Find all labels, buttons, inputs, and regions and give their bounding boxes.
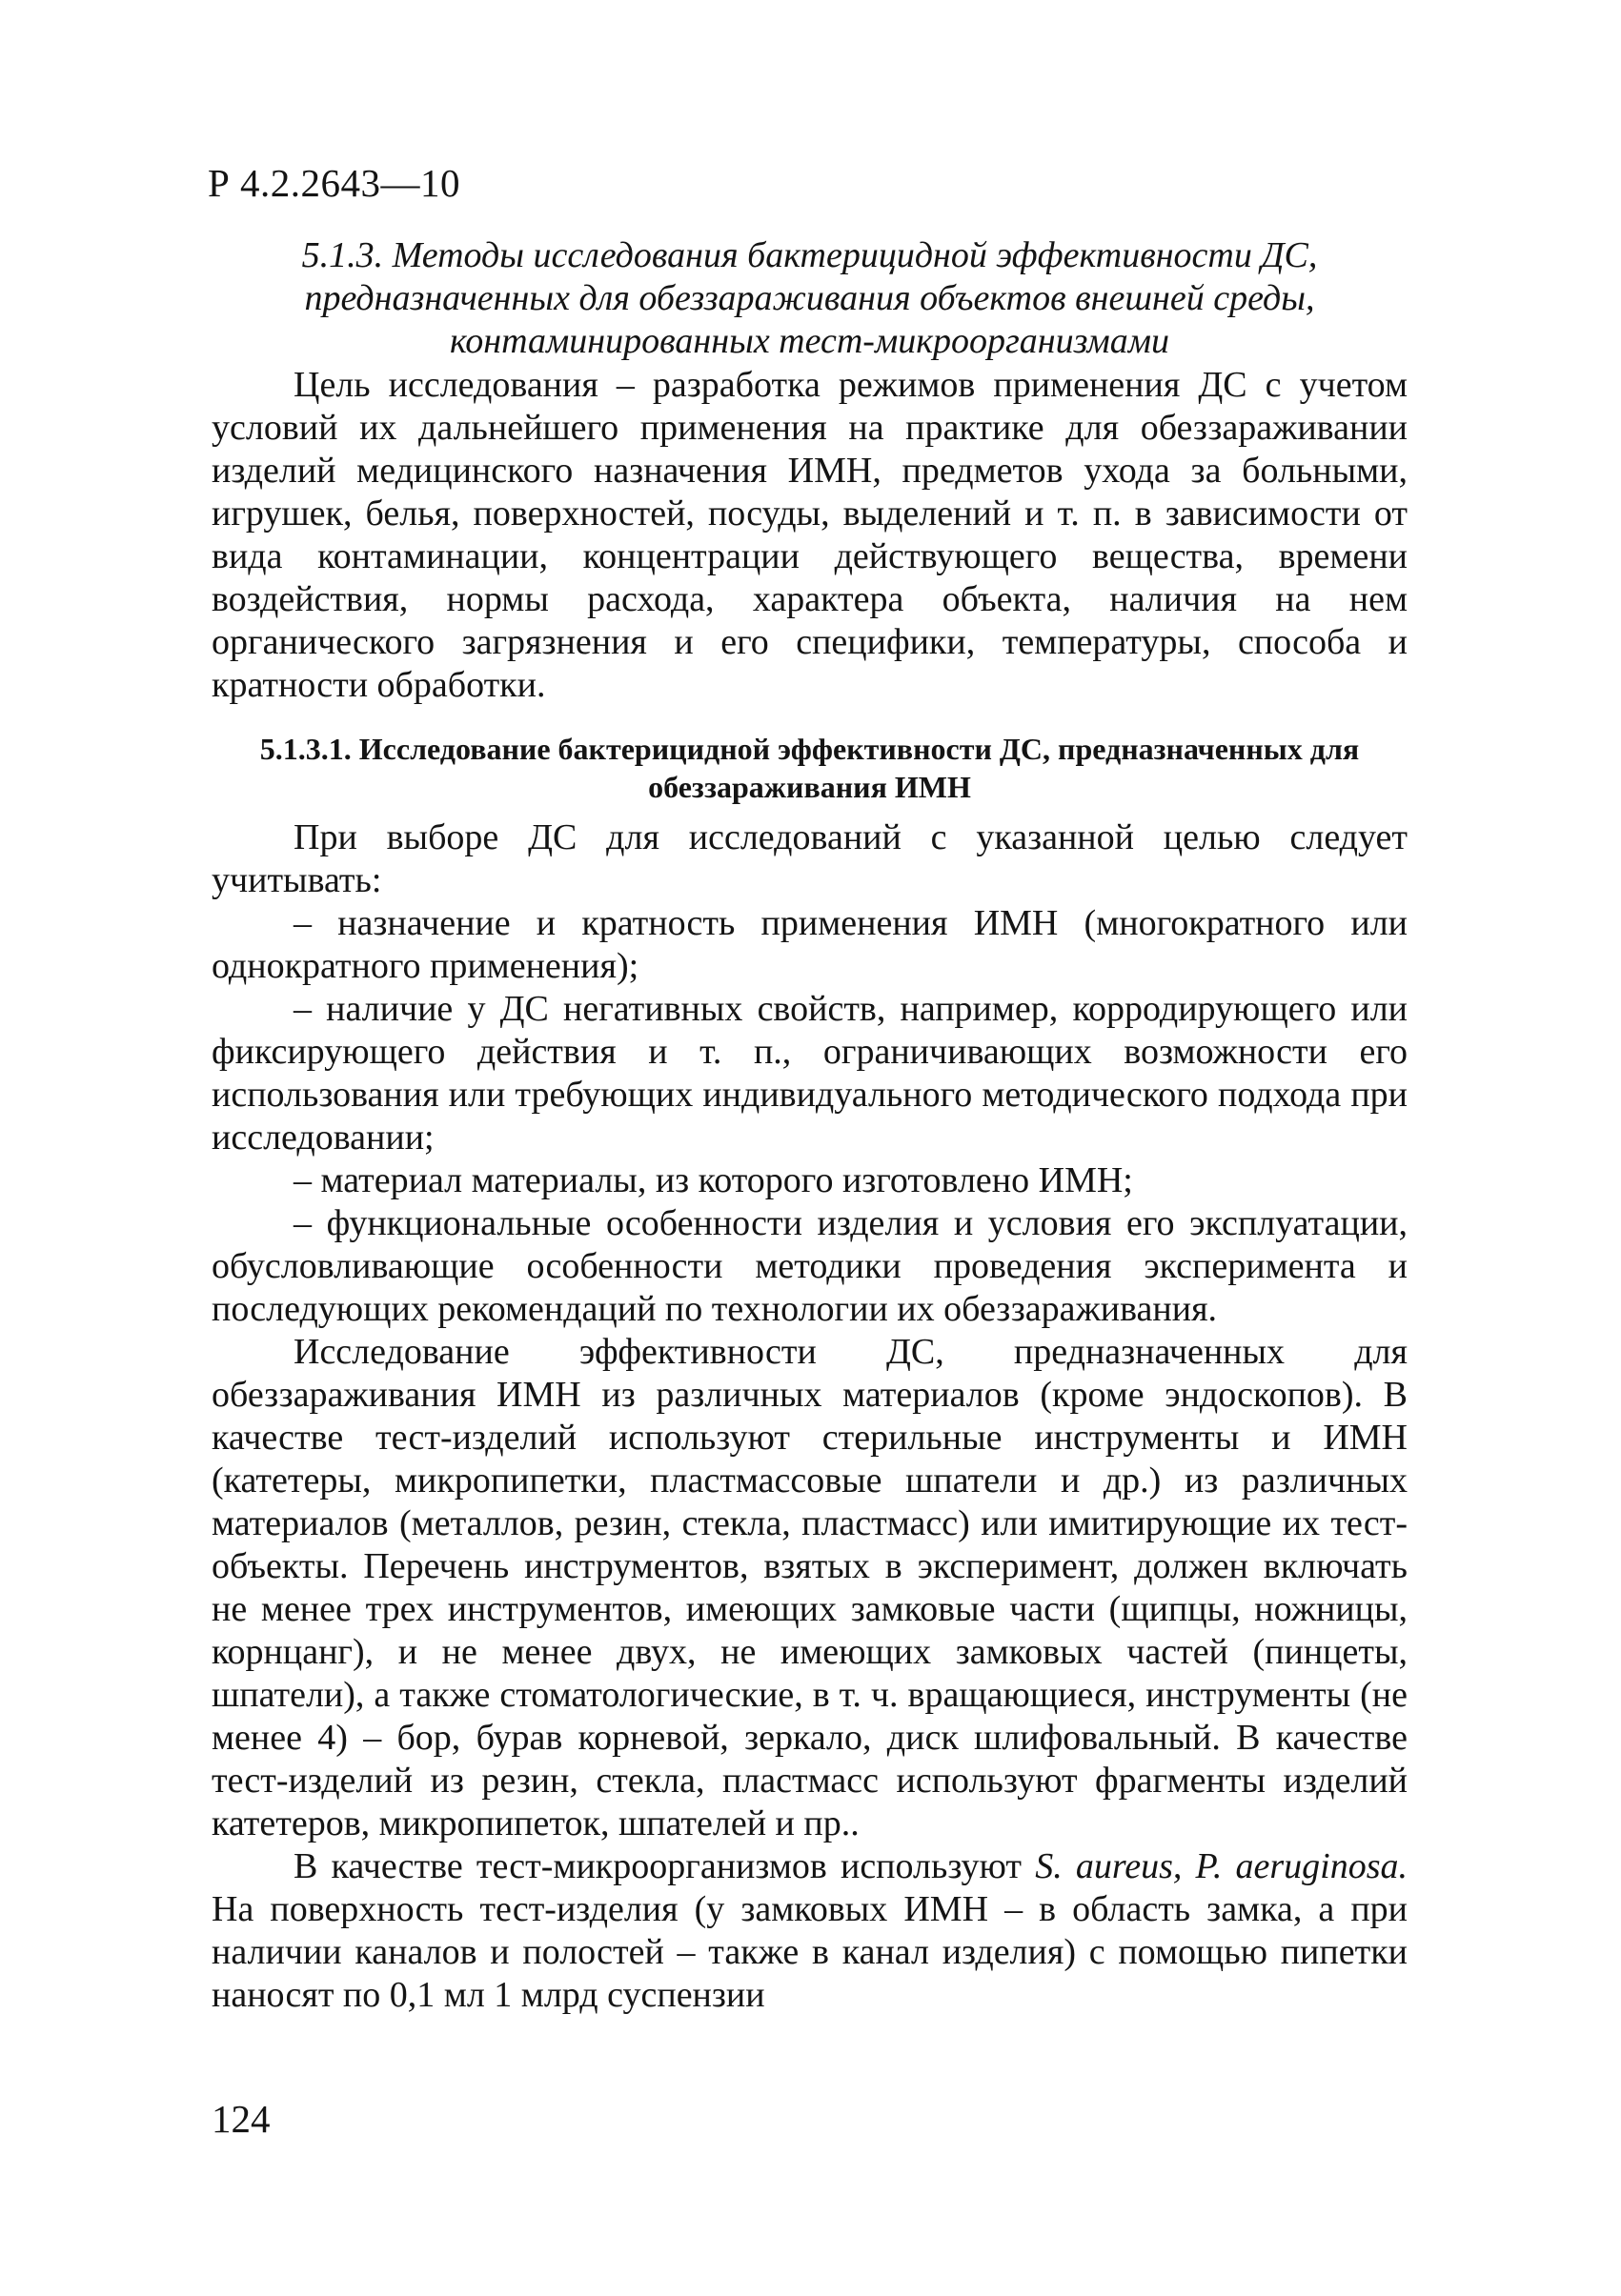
- document-code-header: Р 4.2.2643—10: [208, 161, 461, 205]
- page-number: 124: [212, 2097, 271, 2141]
- microorganisms-paragraph: [212, 1845, 1408, 2017]
- intro-paragraph: Цель исследования – разработка режимов применения ДС с учетом условий их дальнейшего применения на практике для обеззараживании изделий медицинского назначения ИМН, предметов ухода за больными, игрушек, белья, поверхностей, посуды, выделений и т. п. в зависимости от вида контаминации, концентрации действующего вещества, времени воздействия, нормы расхода, характера объекта, наличия на нем органического загрязнения и его специфики, температуры, способа и кратности обработки.: [212, 365, 1408, 705]
- selection-intro-paragraph: При выборе ДС для исследований с указанной целью следует учитывать:: [212, 817, 1408, 900]
- organism-name: P. aeruginosa.: [1195, 1846, 1408, 1886]
- list-item: – материал материалы, из которого изготовлено ИМН;: [294, 1160, 1133, 1200]
- microorganisms-lead: В качестве тест-микроорганизмов используют: [294, 1846, 1023, 1886]
- microorganisms-rest: На поверхность тест-изделия (у замковых ИМН – в область замка, а при наличии каналов и полостей – также в канал изделия) с помощью пипетки наносят по 0,1 мл 1 млрд суспензии: [212, 1889, 1408, 2015]
- list-item: – функциональные особенности изделия и условия его эксплуатации, обусловливающие особенности методики проведения эксперимента и последующих рекомендаций по технологии их обеззараживания.: [212, 1203, 1408, 1329]
- subsection-heading: 5.1.3.1. Исследование бактерицидной эффективности ДС, предназначенных для обеззараживания ИМН: [259, 732, 1360, 804]
- organism-name: S. aureus,: [1035, 1846, 1183, 1886]
- research-paragraph: Исследование эффективности ДС, предназначенных для обеззараживания ИМН из различных материалов (кроме эндоскопов). В качестве тест-изделий используют стерильные инструменты и ИМН (катетеры, микропипетки, пластмассовые шпатели и др.) из различных материалов (металлов, резин, стекла, пластмасс) или имитирующие их тест-объекты. Перечень инструментов, взятых в эксперимент, должен включать не менее трех инструментов, имеющих замковые части (щипцы, ножницы, корнцанг), и не менее двух, не имеющих замковых частей (пинцеты, шпатели), а также стоматологические, в т. ч. вращающиеся, инструменты (не менее 4) – бор, бурав корневой, зеркало, диск шлифовальный. В качестве тест-изделий из резин, стекла, пластмасс используют фрагменты изделий катетеров, микропипеток, шпателей и пр..: [212, 1332, 1408, 1843]
- list-item: – назначение и кратность применения ИМН (многократного или однократного применения);: [212, 903, 1408, 986]
- section-heading: 5.1.3. Методы исследования бактерицидной эффективности ДС, предназначенных для обеззараживания объектов внешней среды, контаминированных тест-микроорганизмами: [301, 235, 1318, 361]
- intro-block: [212, 364, 1408, 707]
- main-text-block: [212, 816, 1408, 2017]
- list-item: – наличие у ДС негативных свойств, например, корродирующего или фиксирующего действия и т. п., ограничивающих возможности его использования или требующих индивидуального методического подхода при исследовании;: [212, 989, 1408, 1158]
